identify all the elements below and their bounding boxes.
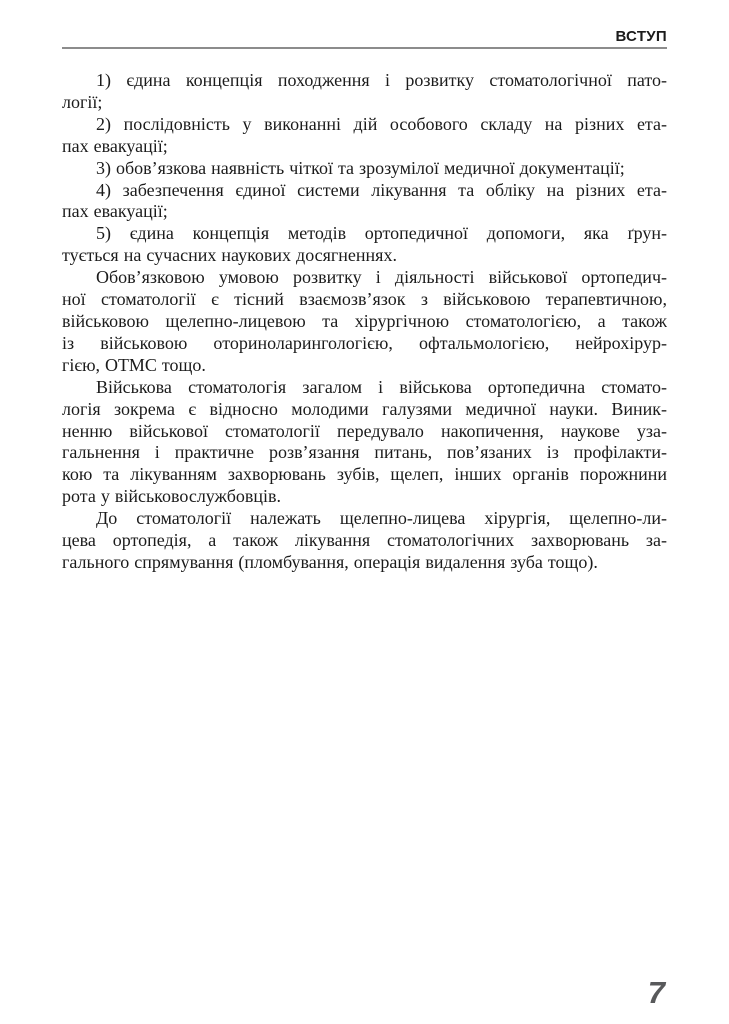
paragraph	[62, 180, 667, 224]
text-line: гією, ОТМС тощо.	[62, 354, 206, 375]
text-line: цева ортопедія, а також лікування стоматологічних захворювань за-	[62, 530, 667, 551]
paragraph	[62, 223, 667, 267]
text-line: ненню військової стоматології передувало накопичення, наукове уза-	[62, 420, 667, 441]
text-line: із військовою оториноларингологією, офтальмологією, нейрохірур-	[62, 332, 667, 353]
text-line: 4) забезпечення єдиної системи лікування та обліку на різних ета-	[96, 179, 667, 200]
text-line: логія зокрема є відносно молодими галузями медичної науки. Виник-	[62, 398, 667, 419]
header-rule-divider	[62, 47, 667, 49]
text-line: рота у військовослужбовців.	[62, 486, 282, 507]
paragraph	[62, 114, 667, 158]
paragraph	[62, 377, 667, 508]
page-number: 7	[647, 975, 665, 1010]
text-line: Військова стоматологія загалом і військова ортопедична стомато-	[96, 376, 667, 397]
paragraph	[62, 508, 667, 574]
running-header-title: ВСТУП	[615, 28, 667, 45]
text-line: тується на сучасних наукових досягненнях.	[62, 245, 397, 266]
text-line: 2) послідовність у виконанні дій особового складу на різних ета-	[96, 113, 667, 134]
text-line: 1) єдина концепція походження і розвитку стоматологічної пато-	[96, 70, 667, 90]
text-line: логії;	[62, 91, 103, 112]
text-line: ної стоматології є тісний взаємозв’язок з військовою терапевтичною,	[62, 289, 667, 310]
text-line: кою та лікуванням захворювань зубів, щелеп, інших органів порожнини	[62, 464, 667, 485]
text-line: пах евакуації;	[62, 201, 168, 222]
text-line: військовою щелепно-лицевою та хірургічною стоматологією, а також	[62, 310, 667, 331]
paragraph	[62, 70, 667, 114]
text-line: гальнення і практичне розв’язання питань, пов’язаних із профілакти-	[62, 442, 667, 463]
paragraph	[62, 267, 667, 377]
text-line: До стоматології належать щелепно-лицева хірургія, щелепно-ли-	[96, 508, 667, 529]
text-line: Обов’язковою умовою розвитку і діяльності військової ортопедич-	[96, 267, 667, 288]
text-line: 5) єдина концепція методів ортопедичної допомоги, яка ґрун-	[96, 223, 667, 244]
paragraph	[62, 158, 667, 180]
text-line: гального спрямування (пломбування, операція видалення зуба тощо).	[62, 551, 598, 572]
text-line: пах евакуації;	[62, 135, 168, 156]
text-line: 3) обов’язкова наявність чіткої та зрозумілої медичної документації;	[96, 157, 625, 178]
text-block	[62, 70, 667, 574]
